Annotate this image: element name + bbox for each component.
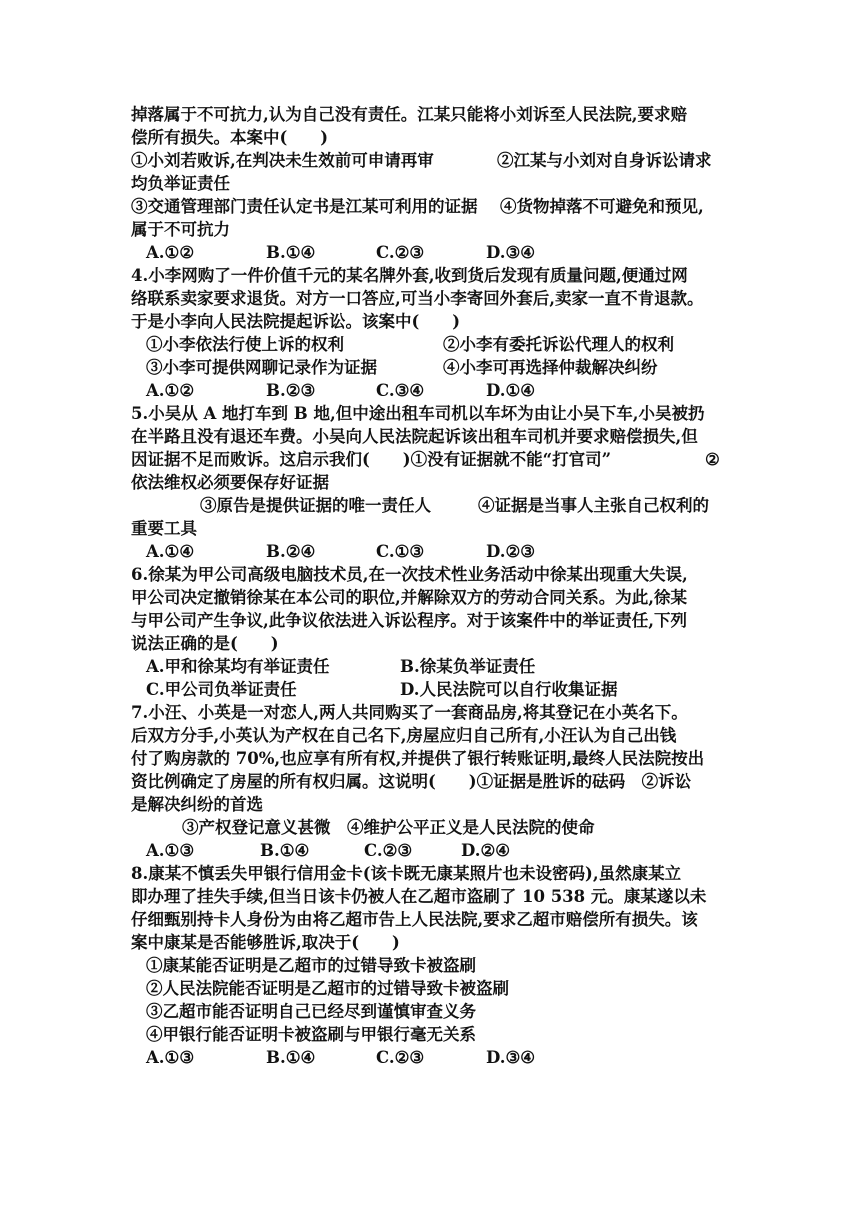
q8-statement-2: ②人民法院能否证明是乙超市的过错导致卡被盗刷 <box>146 979 509 998</box>
q5-stem: 因证据不足而败诉。这启示我们( )①没有证据就不能“打官司” <box>131 450 612 469</box>
q6-option-b: B.徐某负举证责任 <box>400 657 536 676</box>
q8-stem: 即办理了挂失手续,但当日该卡仍被人在乙超市盗刷了 10 538 元。康某遂以未 <box>131 887 707 906</box>
q7-stem: 后双方分手,小英认为产权在自己名下,房屋应归自己所有,小汪认为自己出钱 <box>131 726 677 745</box>
q5-statement-2-cont: 依法维权必须要保存好证据 <box>131 473 329 492</box>
q6-stem: 与甲公司产生争议,此争议依法进入诉讼程序。对于该案件中的举证责任,下列 <box>131 611 687 630</box>
q6-stem: 说法正确的是( ) <box>131 634 279 653</box>
q3-line: 掉落属于不可抗力,认为自己没有责任。江某只能将小刘诉至人民法院,要求赔 <box>131 105 687 124</box>
q4-option-a: A.①② <box>146 381 195 400</box>
q8-option-b: B.①④ <box>266 1048 316 1067</box>
q7-option-a: A.①③ <box>146 841 195 860</box>
q8-statement-4: ④甲银行能否证明卡被盗刷与甲银行毫无关系 <box>146 1025 476 1044</box>
q5-option-a: A.①④ <box>146 542 195 561</box>
q6-stem: 6.徐某为甲公司高级电脑技术员,在一次技术性业务活动中徐某出现重大失误, <box>131 565 688 584</box>
q7-statements: ③产权登记意义甚微 ④维护公平正义是人民法院的使命 <box>182 818 595 837</box>
q7-option-b: B.①④ <box>260 841 310 860</box>
q8-stem: 案中康某是否能够胜诉,取决于( ) <box>131 933 400 952</box>
q5-stem: 在半路且没有退还车费。小吴向人民法院起诉该出租车司机并要求赔偿损失,但 <box>131 427 698 446</box>
q6-option-c: C.甲公司负举证责任 <box>146 680 297 699</box>
q3-statement-2-cont: 均负举证责任 <box>131 174 230 193</box>
q3-option-a: A.①② <box>146 243 195 262</box>
q8-option-c: C.②③ <box>376 1048 425 1067</box>
q3-statement-1: ①小刘若败诉,在判决未生效前可申请再审 <box>131 151 434 170</box>
q8-statement-3: ③乙超市能否证明自己已经尽到谨慎审查义务 <box>146 1002 476 1021</box>
q7-stem: 付了购房款的 70%,也应享有所有权,并提供了银行转账证明,最终人民法院按出 <box>131 749 705 768</box>
q4-statement-1: ①小李依法行使上诉的权利 <box>146 335 344 354</box>
q3-statement-4: ④货物掉落不可避免和预见, <box>500 197 704 216</box>
q4-option-c: C.③④ <box>376 381 425 400</box>
q8-option-d: D.③④ <box>486 1048 536 1067</box>
q4-stem: 络联系卖家要求退货。对方一口答应,可当小李寄回外套后,卖家一直不肯退款。 <box>131 289 704 308</box>
q6-stem: 甲公司决定撤销徐某在本公司的职位,并解除双方的劳动合同关系。为此,徐某 <box>131 588 687 607</box>
q5-statement-2: ② <box>705 450 720 469</box>
q7-option-d: D.②④ <box>461 841 511 860</box>
q4-statement-4: ④小李可再选择仲裁解决纠纷 <box>443 358 658 377</box>
q5-option-b: B.②④ <box>266 542 316 561</box>
q5-statement-4: ④证据是当事人主张自己权利的 <box>478 496 709 515</box>
q4-statement-3: ③小李可提供网聊记录作为证据 <box>146 358 377 377</box>
q8-stem: 8.康某不慎丢失甲银行信用金卡(该卡既无康某照片也未设密码),虽然康某立 <box>131 864 682 883</box>
q7-stem: 7.小汪、小英是一对恋人,两人共同购买了一套商品房,将其登记在小英名下。 <box>131 703 688 722</box>
q4-option-b: B.②③ <box>266 381 316 400</box>
q8-stem: 仔细甄别持卡人身份为由将乙超市告上人民法院,要求乙超市赔偿所有损失。该 <box>131 910 698 929</box>
q3-statement-4-cont: 属于不可抗力 <box>131 220 230 239</box>
q5-statement-3: ③原告是提供证据的唯一责任人 <box>200 496 431 515</box>
q3-statement-2: ②江某与小刘对自身诉讼请求 <box>497 151 712 170</box>
q7-option-c: C.②③ <box>364 841 413 860</box>
q5-option-c: C.①③ <box>376 542 425 561</box>
q4-stem: 4.小李网购了一件价值千元的某名牌外套,收到货后发现有质量问题,便通过网 <box>131 266 688 285</box>
q3-option-d: D.③④ <box>486 243 536 262</box>
q7-stem: 是解决纠纷的首选 <box>131 795 263 814</box>
q6-option-d: D.人民法院可以自行收集证据 <box>400 680 618 699</box>
q3-statement-3: ③交通管理部门责任认定书是江某可利用的证据 <box>131 197 478 216</box>
q3-option-b: B.①④ <box>266 243 316 262</box>
q4-statement-2: ②小李有委托诉讼代理人的权利 <box>443 335 674 354</box>
q4-option-d: D.①④ <box>486 381 536 400</box>
q3-line: 偿所有损失。本案中( ) <box>131 128 329 147</box>
q5-statement-4-cont: 重要工具 <box>131 519 197 538</box>
q7-stem: 资比例确定了房屋的所有权归属。这说明( )①证据是胜诉的砝码 ②诉讼 <box>131 772 692 791</box>
q6-option-a: A.甲和徐某均有举证责任 <box>146 657 330 676</box>
q5-stem: 5.小吴从 A 地打车到 B 地,但中途出租车司机以车坏为由让小吴下车,小吴被扔 <box>131 404 705 423</box>
q8-option-a: A.①③ <box>146 1048 195 1067</box>
q4-stem: 于是小李向人民法院提起诉讼。该案中( ) <box>131 312 461 331</box>
q8-statement-1: ①康某能否证明是乙超市的过错导致卡被盗刷 <box>146 956 476 975</box>
q3-option-c: C.②③ <box>376 243 425 262</box>
q5-option-d: D.②③ <box>486 542 536 561</box>
